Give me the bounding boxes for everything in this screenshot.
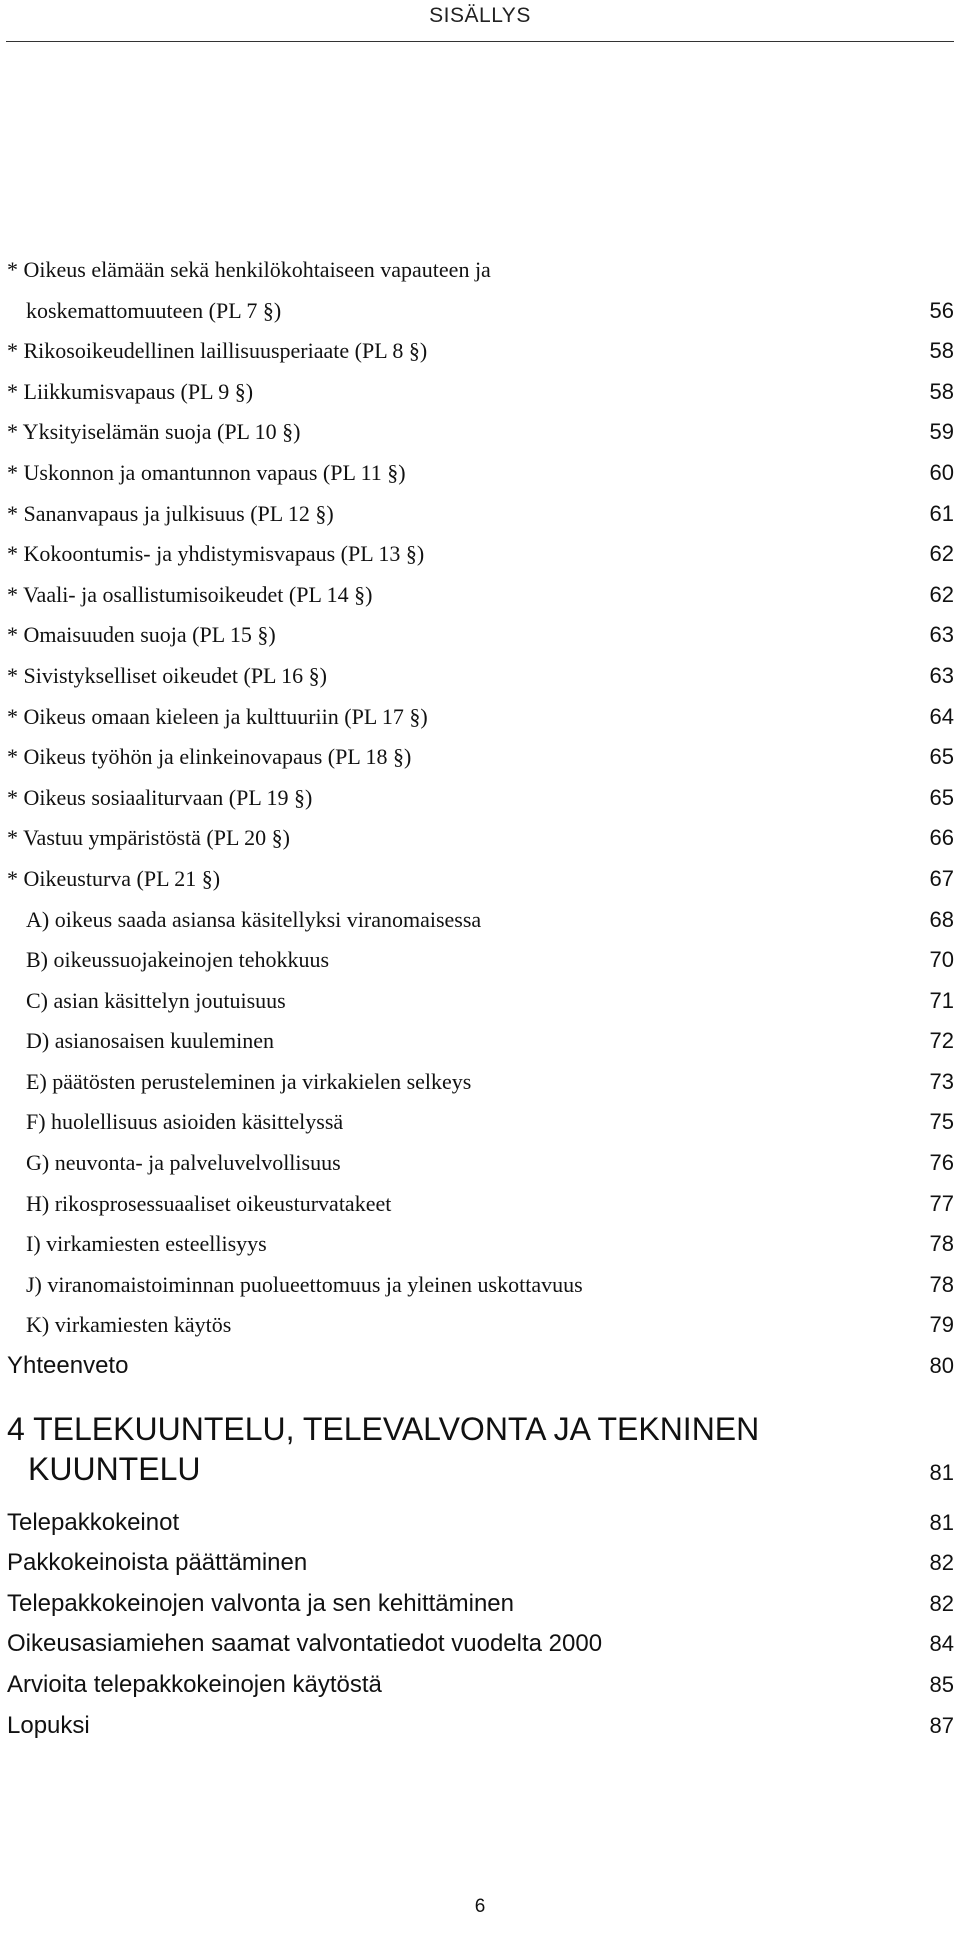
toc-entry-title: G) neuvonta- ja palveluvelvollisuus	[26, 1150, 341, 1176]
toc-entry-title: koskemattomuuteen (PL 7 §)	[26, 297, 282, 323]
toc-entry	[7, 291, 954, 332]
toc-entry	[7, 1584, 954, 1625]
toc-entry-page: 80	[929, 1353, 954, 1379]
toc-entry-title: J) viranomaistoiminnan puolueettomuus ja yleinen uskottavuus	[26, 1271, 583, 1297]
toc-entry-title: * Vastuu ympäristöstä (PL 20 §)	[7, 825, 290, 851]
toc-entry-title: Lopuksi	[7, 1711, 90, 1739]
toc-entry-page: 58	[929, 338, 954, 364]
toc-entry-title: D) asianosaisen kuuleminen	[26, 1028, 275, 1054]
toc-entry-page: 68	[929, 906, 954, 932]
toc-entry-page: 84	[929, 1631, 954, 1657]
toc-entry-page: 70	[929, 947, 954, 973]
toc-entry-title: * Oikeusturva (PL 21 §)	[7, 865, 221, 891]
toc-entry-page: 82	[929, 1590, 954, 1616]
toc-entry-title: * Kokoontumis- ja yhdistymisvapaus (PL 13 §)	[7, 541, 425, 567]
toc-entry-page: 61	[929, 500, 954, 526]
toc-entry-page: 63	[929, 662, 954, 688]
toc-entry-page: 85	[929, 1672, 954, 1697]
toc-entry-page: 78	[929, 1231, 954, 1257]
toc-entry-title: Yhteenveto	[7, 1352, 129, 1380]
toc-entry-page: 66	[929, 825, 954, 851]
toc-entry	[7, 818, 954, 859]
toc-entry-page: 71	[929, 987, 954, 1013]
toc-entry-page: 87	[929, 1712, 954, 1738]
page-title: SISÄLLYS	[429, 4, 531, 27]
toc-entry-title: Oikeusasiamiehen saamat valvontatiedot vuodelta 2000	[7, 1630, 603, 1658]
toc-entry	[7, 575, 954, 616]
toc-entry-page: 67	[929, 865, 954, 891]
toc-entry	[7, 1543, 954, 1584]
toc-entry-title: * Yksityiselämän suoja (PL 10 §)	[7, 419, 301, 445]
toc-entry-page: 58	[929, 378, 954, 404]
toc-subentry	[7, 1021, 954, 1062]
toc-subentry	[7, 940, 954, 981]
toc-entry	[7, 494, 954, 535]
toc-entry-page: 65	[929, 744, 954, 770]
toc-entry-title: Pakkokeinoista päättäminen	[7, 1549, 308, 1577]
toc-entry	[7, 1665, 954, 1706]
table-of-contents	[7, 250, 954, 1746]
toc-subentry	[7, 1143, 954, 1184]
toc-entry-page: 65	[929, 784, 954, 810]
toc-entry-page: 62	[929, 541, 954, 567]
toc-entry-title: * Oikeus omaan kieleen ja kulttuuriin (PL 17 §)	[7, 703, 428, 729]
toc-entry-title: * Omaisuuden suoja (PL 15 §)	[7, 622, 276, 648]
chapter-heading	[7, 1409, 954, 1491]
toc-entry	[7, 778, 954, 819]
toc-entry-title: * Oikeus työhön ja elinkeinovapaus (PL 18 §)	[7, 744, 412, 770]
toc-subentry	[7, 900, 954, 941]
toc-entry-page: 79	[929, 1312, 954, 1338]
toc-entry	[7, 656, 954, 697]
toc-entry-page: 60	[929, 459, 954, 485]
page-number: 6	[474, 1896, 486, 1917]
header-divider	[6, 41, 954, 42]
toc-entry-page: 62	[929, 581, 954, 607]
toc-entry-page: 81	[929, 1509, 954, 1535]
toc-entry	[7, 1624, 954, 1665]
toc-subentry	[7, 1102, 954, 1143]
toc-entry	[7, 534, 954, 575]
toc-entry	[7, 372, 954, 413]
toc-entry-page: 82	[929, 1550, 954, 1576]
toc-entry-title: * Uskonnon ja omantunnon vapaus (PL 11 §)	[7, 459, 406, 485]
toc-entry-title: H) rikosprosessuaaliset oikeusturvatakeet	[26, 1190, 392, 1216]
toc-entry-title: Arvioita telepakkokeinojen käytöstä	[7, 1671, 382, 1698]
toc-entry	[7, 1706, 954, 1747]
toc-entry-summary	[7, 1346, 954, 1387]
toc-entry-title: B) oikeussuojakeinojen tehokkuus	[26, 947, 330, 973]
toc-entry-page: 59	[929, 419, 954, 445]
toc-entry	[7, 697, 954, 738]
toc-entry-title: E) päätösten perusteleminen ja virkakielen selkeys	[26, 1068, 472, 1094]
toc-entry	[7, 1503, 954, 1544]
toc-entry-page: 73	[929, 1068, 954, 1094]
toc-subentry	[7, 1062, 954, 1103]
toc-entry-page: 72	[929, 1028, 954, 1054]
toc-subentry	[7, 1265, 954, 1306]
toc-entry-page: 76	[929, 1150, 954, 1176]
toc-entry-title: Telepakkokeinot	[7, 1508, 180, 1536]
toc-entry-page: 64	[929, 703, 954, 729]
toc-entry-title: A) oikeus saada asiansa käsitellyksi viranomaisessa	[26, 906, 482, 932]
toc-entry	[7, 331, 954, 372]
toc-entry-page: 63	[929, 622, 954, 648]
toc-entry-title: * Rikosoikeudellinen laillisuusperiaate (PL 8 §)	[7, 338, 428, 364]
toc-subentry	[7, 1184, 954, 1225]
toc-entry-title: F) huolellisuus asioiden käsittelyssä	[26, 1109, 344, 1135]
toc-entry-title: K) virkamiesten käytös	[26, 1312, 232, 1338]
toc-entry-title: * Sananvapaus ja julkisuus (PL 12 §)	[7, 500, 334, 526]
toc-entry-title: * Oikeus elämään sekä henkilökohtaiseen vapauteen ja	[7, 257, 491, 282]
toc-subentry	[7, 1305, 954, 1346]
toc-entry	[7, 737, 954, 778]
toc-entry-title: Telepakkokeinojen valvonta ja sen kehittäminen	[7, 1589, 514, 1617]
toc-entry-page: 77	[929, 1190, 954, 1216]
chapter-title-line1: 4 TELEKUUNTELU, TELEVALVONTA JA TEKNINEN	[7, 1410, 760, 1447]
toc-entry	[7, 615, 954, 656]
toc-entry-page: 78	[929, 1271, 954, 1297]
toc-entry-title: * Liikkumisvapaus (PL 9 §)	[7, 378, 254, 404]
chapter-page: 81	[929, 1459, 954, 1485]
toc-entry-title: C) asian käsittelyn joutuisuus	[26, 987, 286, 1013]
toc-subentry	[7, 981, 954, 1022]
toc-entry	[7, 412, 954, 453]
toc-subentry	[7, 1224, 954, 1265]
toc-entry	[7, 250, 954, 291]
toc-entry	[7, 453, 954, 494]
toc-entry-title: * Oikeus sosiaaliturvaan (PL 19 §)	[7, 784, 313, 810]
toc-entry-title: * Vaali- ja osallistumisoikeudet (PL 14 §)	[7, 581, 373, 607]
toc-entry-title: I) virkamiesten esteellisyys	[26, 1231, 267, 1257]
page-header	[0, 0, 960, 44]
toc-entry-title: * Sivistykselliset oikeudet (PL 16 §)	[7, 662, 327, 688]
toc-entry-page: 56	[929, 297, 954, 323]
toc-entry-page: 75	[929, 1109, 954, 1135]
chapter-title-line2: KUUNTELU	[28, 1450, 201, 1487]
toc-entry	[7, 859, 954, 900]
